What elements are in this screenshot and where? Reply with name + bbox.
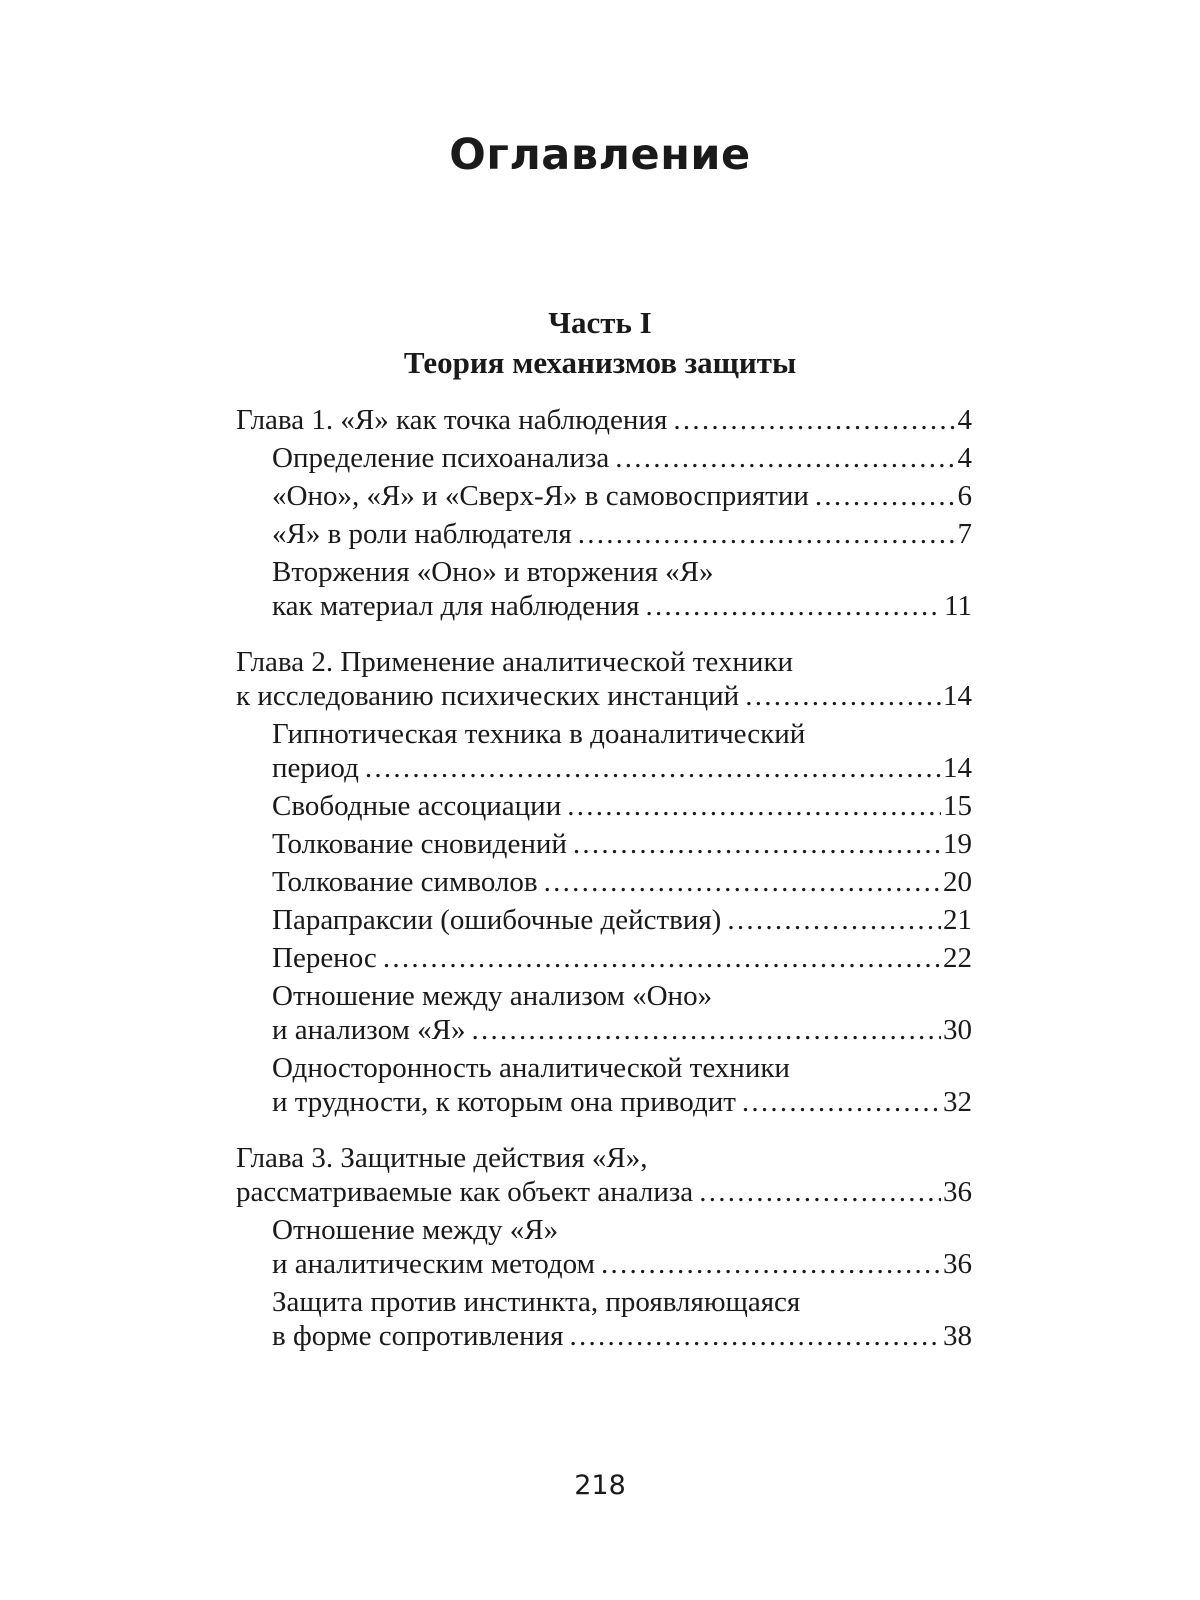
- dot-leader: [471, 1013, 941, 1047]
- toc-line: [272, 789, 972, 823]
- toc-page-number: 4: [957, 442, 972, 474]
- toc-page-number: 15: [943, 790, 972, 822]
- toc-section: [236, 517, 972, 551]
- toc-page-number: 14: [943, 752, 972, 784]
- toc-section: [236, 941, 972, 975]
- toc-entry-text: и трудности, к которым она приводит: [272, 1086, 736, 1118]
- part-label: Часть I: [548, 305, 652, 340]
- toc-section: [236, 1051, 972, 1119]
- toc-line: [236, 645, 972, 679]
- toc-section: [236, 479, 972, 513]
- table-of-contents: [236, 403, 972, 1353]
- toc-entry-text: период: [272, 752, 359, 784]
- dot-leader: [615, 441, 955, 475]
- toc-page-number: 22: [943, 942, 972, 974]
- toc-chapter: [236, 403, 972, 437]
- toc-page-number: 20: [943, 866, 972, 898]
- toc-entry-text: Глава 3. Защитные действия «Я»,: [236, 1142, 648, 1174]
- toc-page-number: 36: [943, 1248, 972, 1280]
- toc-entry-text: Глава 1. «Я» как точка наблюдения: [236, 404, 668, 436]
- page-title: Оглавление: [449, 130, 751, 180]
- toc-page-number: 4: [957, 404, 972, 436]
- dot-leader: [815, 479, 956, 513]
- toc-page-number: 30: [943, 1014, 972, 1046]
- toc-entry-text: рассматриваемые как объект анализа: [236, 1176, 694, 1208]
- toc-line: [272, 827, 972, 861]
- toc-line: [272, 441, 972, 475]
- toc-page-number: 19: [943, 828, 972, 860]
- dot-leader: [365, 751, 941, 785]
- toc-section: [236, 1285, 972, 1353]
- toc-page-number: 7: [957, 518, 972, 550]
- toc-line: [272, 903, 972, 937]
- toc-page-number: 14: [943, 680, 972, 712]
- toc-entry-text: как материал для наблюдения: [272, 590, 640, 622]
- toc-entry-text: Защита против инстинкта, проявляющаяся: [272, 1286, 801, 1318]
- page-number: 218: [574, 1470, 626, 1501]
- toc-line: [272, 751, 972, 785]
- toc-section: [236, 789, 972, 823]
- toc-line: [272, 1319, 972, 1353]
- toc-line: [272, 517, 972, 551]
- toc-entry-text: «Я» в роли наблюдателя: [272, 518, 572, 550]
- toc-entry-text: Свободные ассоциации: [272, 790, 562, 822]
- toc-section: [236, 555, 972, 623]
- dot-leader: [673, 403, 955, 437]
- toc-entry-text: «Оно», «Я» и «Сверх-Я» в самовосприятии: [272, 480, 809, 512]
- toc-chapter: [236, 1141, 972, 1209]
- dot-leader: [567, 789, 941, 823]
- dot-leader: [570, 1319, 941, 1353]
- toc-entry-text: и аналитическим методом: [272, 1248, 595, 1280]
- toc-entry-text: Отношение между анализом «Оно»: [272, 980, 713, 1012]
- toc-page-number: 11: [944, 590, 972, 622]
- toc-page-number: 21: [943, 904, 972, 936]
- toc-line: [272, 1051, 972, 1085]
- dot-leader: [601, 1247, 941, 1281]
- toc-line: [272, 941, 972, 975]
- toc-line: [272, 1085, 972, 1119]
- dot-leader: [727, 903, 941, 937]
- toc-line: [236, 1175, 972, 1209]
- toc-entry-text: Парапраксии (ошибочные действия): [272, 904, 722, 936]
- dot-leader: [699, 1175, 941, 1209]
- toc-section: [236, 827, 972, 861]
- toc-line: [236, 403, 972, 437]
- toc-line: [272, 717, 972, 751]
- toc-entry-text: Толкование сновидений: [272, 828, 567, 860]
- toc-entry-text: Односторонность аналитической техники: [272, 1052, 790, 1084]
- dot-leader: [645, 589, 942, 623]
- toc-line: [272, 555, 972, 589]
- toc-line: [272, 1285, 972, 1319]
- dot-leader: [544, 865, 941, 899]
- toc-line: [272, 979, 972, 1013]
- dot-leader: [745, 679, 941, 713]
- dot-leader: [383, 941, 941, 975]
- toc-entry-text: Гипнотическая техника в доаналитический: [272, 718, 806, 750]
- toc-entry-text: и анализом «Я»: [272, 1014, 466, 1046]
- toc-line: [272, 1013, 972, 1047]
- toc-entry-text: в форме сопротивления: [272, 1320, 564, 1352]
- toc-page-number: 36: [943, 1176, 972, 1208]
- toc-line: [272, 1213, 972, 1247]
- part-heading: [0, 303, 1200, 383]
- dot-leader: [742, 1085, 941, 1119]
- toc-section: [236, 865, 972, 899]
- toc-line: [236, 1141, 972, 1175]
- toc-page-number: 32: [943, 1086, 972, 1118]
- dot-leader: [578, 517, 956, 551]
- toc-entry-text: Вторжения «Оно» и вторжения «Я»: [272, 556, 714, 588]
- toc-chapter: [236, 645, 972, 713]
- toc-line: [272, 865, 972, 899]
- toc-entry-text: к исследованию психических инстанций: [236, 680, 740, 712]
- toc-section: [236, 903, 972, 937]
- dot-leader: [573, 827, 941, 861]
- toc-entry-text: Перенос: [272, 942, 377, 974]
- toc-line: [272, 589, 972, 623]
- toc-entry-text: Отношение между «Я»: [272, 1214, 559, 1246]
- toc-entry-text: Толкование символов: [272, 866, 538, 898]
- toc-line: [272, 1247, 972, 1281]
- toc-line: [236, 679, 972, 713]
- toc-page-number: 6: [957, 480, 972, 512]
- toc-entry-text: Глава 2. Применение аналитической техники: [236, 646, 794, 678]
- toc-section: [236, 1213, 972, 1281]
- toc-section: [236, 979, 972, 1047]
- part-title: Теория механизмов защиты: [403, 345, 797, 380]
- toc-section: [236, 441, 972, 475]
- toc-line: [272, 479, 972, 513]
- toc-section: [236, 717, 972, 785]
- toc-entry-text: Определение психоанализа: [272, 442, 610, 474]
- toc-page-number: 38: [943, 1320, 972, 1352]
